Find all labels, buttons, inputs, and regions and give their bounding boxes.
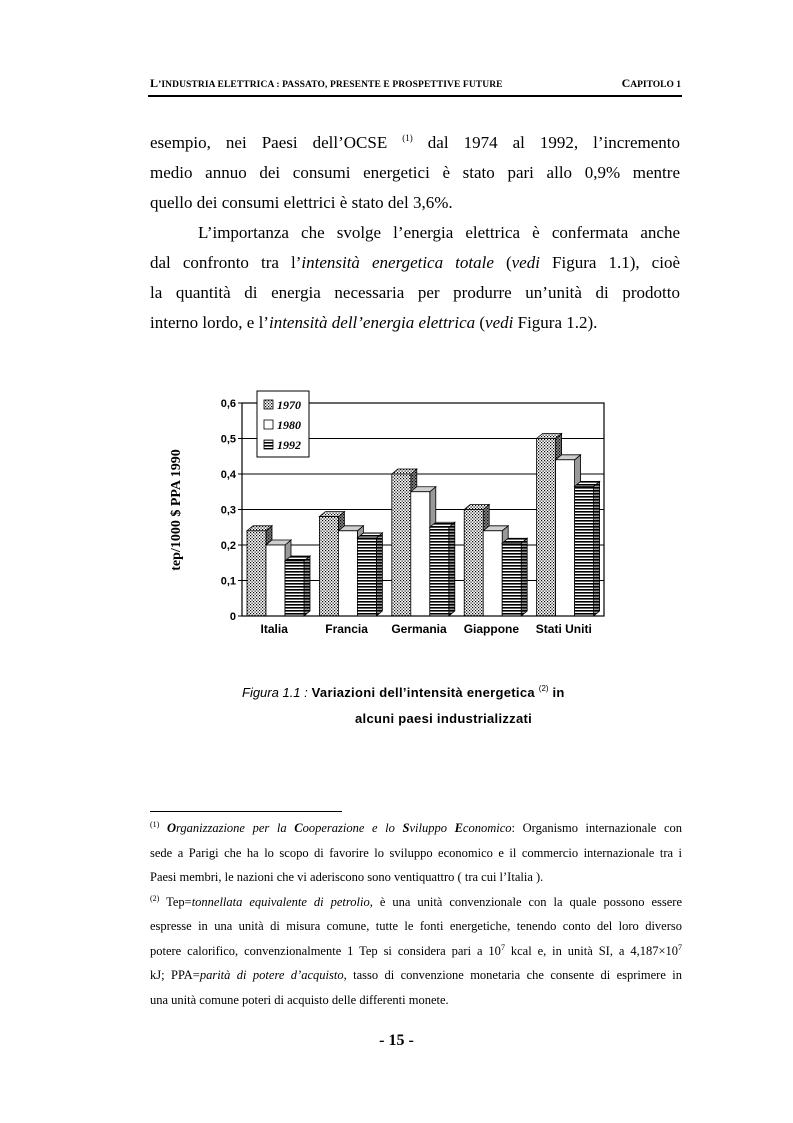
legend [257, 391, 309, 457]
legend-label-1970: 1970 [277, 398, 301, 412]
bar-side [304, 556, 310, 616]
bar-side [594, 481, 600, 616]
y-axis-label: tep/1000 $ PPA 1990 [169, 449, 184, 571]
bar-front [575, 486, 594, 616]
paragraph-1: esempio, nei Paesi dell’OCSE $^{(1)}$ dal 1974 al 1992, l’incremento medio annuo dei consumi energetici è stato pari allo 0,9% mentre quello dei consumi elettrici è stato del 3,6%. [150, 133, 681, 212]
footnote-rule [150, 811, 342, 812]
bar-side [521, 538, 527, 616]
bar-chart [160, 385, 620, 645]
bar-front [338, 531, 357, 616]
y-tick-label: 0 [229, 611, 236, 623]
bar-front [319, 517, 338, 616]
y-tick-label: 0,4 [220, 469, 236, 481]
y-tick-label: 0,1 [220, 575, 236, 588]
legend-label-1992: 1992 [277, 438, 301, 452]
y-tick-label: 0,3 [220, 504, 236, 517]
running-header-chapter: CAPITOLO 1 [621, 76, 681, 90]
x-tick-label: Stati Uniti [535, 622, 592, 636]
bar-front [266, 545, 285, 616]
y-tick-label: 0,6 [220, 398, 236, 410]
legend-swatch-1980 [264, 420, 273, 429]
bar-front [247, 531, 266, 616]
y-tick-labels [221, 398, 237, 623]
paragraph-2: L’importanza che svolge l’energia elettrica è confermata anche dal confronto tra l’intensità energetica totale (vedi Figura 1.1), cioè la quantità di energia necessaria per produrre un’unità di prodotto interno lordo, e l’intensità dell’energia elettrica (vedi Figura 1.2). [150, 223, 680, 332]
bar-1992-stati-uniti [575, 481, 600, 616]
footnote-1: $^{(1)}$ Organizzazione per la Cooperazione e lo Sviluppo Economico: Organismo internazionale con [150, 820, 683, 835]
y-tick-label: 0,5 [220, 433, 236, 446]
bars [247, 434, 600, 617]
legend-swatch-1992 [264, 440, 273, 449]
footnotes: $^{(1)}$ Organizzazione per la Cooperazione e lo Sviluppo Economico: Organismo internazionale con sede a Parigi che ha lo scopo di favorire lo sviluppo economico e il commercio internazionale tra i Paesi membri, le nazioni che vi aderiscono sono ventiquattro ( tra cui l’Italia ). $^{(2)}$ Tep=tonnellata equivalente di petrolio, è una unità convenzionale con la quale possono essere espresse in una unità di misura comune, tutte le fonti energetiche, tenendo conto del loro diverso potere calorifico, convenzionalmente 1 Tep si considera pari a $10^7$ kcal e, in unità SI, a $4,187\times 10^7$ kJ; PPA=parità di potere d’acquisto, tasso di convenzione monetaria che consente di esprimere in una unità comune poteri di acquisto delle differenti monete. [150, 816, 682, 1012]
x-tick-label: Italia [260, 622, 288, 636]
bar-front [483, 531, 502, 616]
running-header-title: L’INDUSTRIA ELETTRICA : PASSATO, PRESENTE E PROSPETTIVE FUTURE [150, 76, 503, 90]
x-tick-label: Germania [391, 622, 447, 636]
bar-1992-francia [357, 533, 382, 616]
x-tick-labels [261, 622, 592, 636]
legend-swatch-1970 [264, 400, 273, 409]
bar-side [376, 533, 382, 616]
legend-label-1980: 1980 [277, 418, 301, 432]
header-rule [148, 95, 682, 97]
page-number: - 15 - [379, 1032, 414, 1049]
bar-front [430, 527, 449, 616]
bar-front [285, 561, 304, 616]
bar-front [411, 492, 430, 616]
bar-front [537, 439, 556, 617]
bar-front [502, 543, 521, 616]
y-tick-label: 0,2 [220, 540, 236, 552]
bar-front [556, 460, 575, 616]
bar-1992-germania [430, 522, 455, 616]
figure-1-1-chart [160, 385, 620, 645]
figure-caption: Figura 1.1 : Variazioni dell’intensità energetica $^{(2)}$ in alcuni paesi industrializzati [242, 684, 565, 726]
bar-front [392, 474, 411, 616]
bar-front [357, 538, 376, 616]
bar-1992-italia [285, 556, 310, 616]
bar-front [464, 510, 483, 617]
bar-1992-giappone [502, 538, 527, 616]
footnote-2: $^{(2)}$ Tep=tonnellata equivalente di petrolio, è una unità convenzionale con la quale possono essere [150, 893, 682, 909]
bar-side [449, 522, 455, 616]
x-tick-label: Giappone [463, 622, 520, 636]
x-tick-label: Francia [325, 622, 368, 636]
